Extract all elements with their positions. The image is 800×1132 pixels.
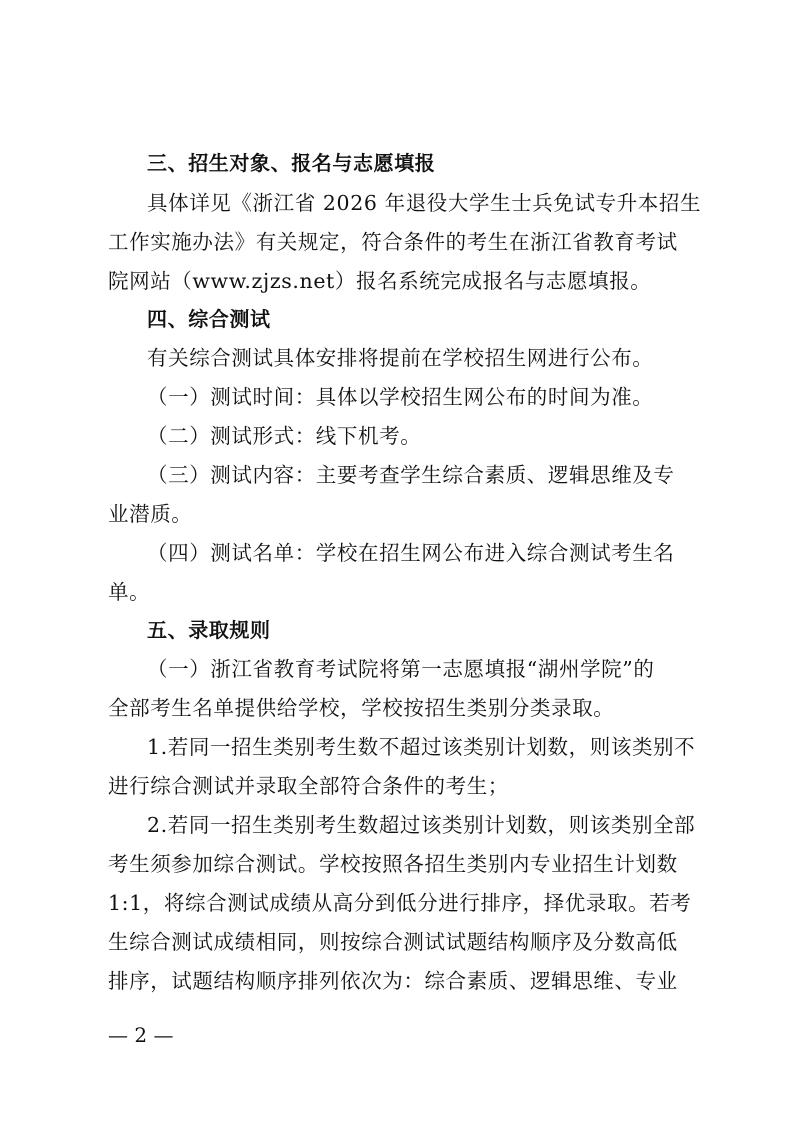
paragraph-line: 院网站（www.zjzs.net）报名系统完成报名与志愿填报。: [108, 269, 652, 293]
page-number: — 2 —: [108, 1023, 174, 1047]
section-heading-enrollment: 三、招生对象、报名与志愿填报: [147, 151, 436, 175]
paragraph-line: 有关综合测试具体安排将提前在学校招生网进行公布。: [147, 346, 654, 370]
paragraph-line: 单。: [108, 580, 151, 604]
section-heading-comprehensive-test: 四、综合测试: [147, 307, 271, 331]
paragraph-line: （三）测试内容：主要考查学生综合素质、逻辑思维及专: [147, 463, 675, 487]
paragraph-line: 全部考生名单提供给学校，学校按招生类别分类录取。: [108, 696, 615, 720]
paragraph-line: 排序，试题结构顺序排列依次为：综合素质、逻辑思维、专业: [108, 969, 678, 993]
paragraph-line: 1:1，将综合测试成绩从高分到低分进行排序，择优录取。若考: [108, 891, 692, 915]
paragraph-line: （一）浙江省教育考试院将第一志愿填报“湖州学院”的: [147, 657, 655, 681]
section-heading-admission-rules: 五、录取规则: [147, 618, 271, 642]
paragraph-line: 生综合测试成绩相同，则按综合测试试题结构顺序及分数高低: [108, 930, 678, 954]
paragraph-line: 考生须参加综合测试。学校按照各招生类别内专业招生计划数: [108, 852, 678, 876]
paragraph-line: 具体详见《浙江省 2026 年退役大学生士兵免试专升本招生: [147, 191, 702, 215]
paragraph-line: （二）测试形式：线下机考。: [147, 424, 422, 448]
paragraph-line: 业潜质。: [108, 502, 193, 526]
paragraph-line: 2.若同一招生类别考生数超过该类别计划数，则该类别全部: [147, 813, 696, 837]
paragraph-line: （一）测试时间：具体以学校招生网公布的时间为准。: [147, 385, 654, 409]
paragraph-line: （四）测试名单：学校在招生网公布进入综合测试考生名: [147, 541, 675, 565]
paragraph-line: 进行综合测试并录取全部符合条件的考生；: [108, 774, 509, 798]
paragraph-line: 1.若同一招生类别考生数不超过该类别计划数，则该类别不: [147, 735, 696, 759]
paragraph-line: 工作实施办法》有关规定，符合条件的考生在浙江省教育考试: [108, 230, 678, 254]
